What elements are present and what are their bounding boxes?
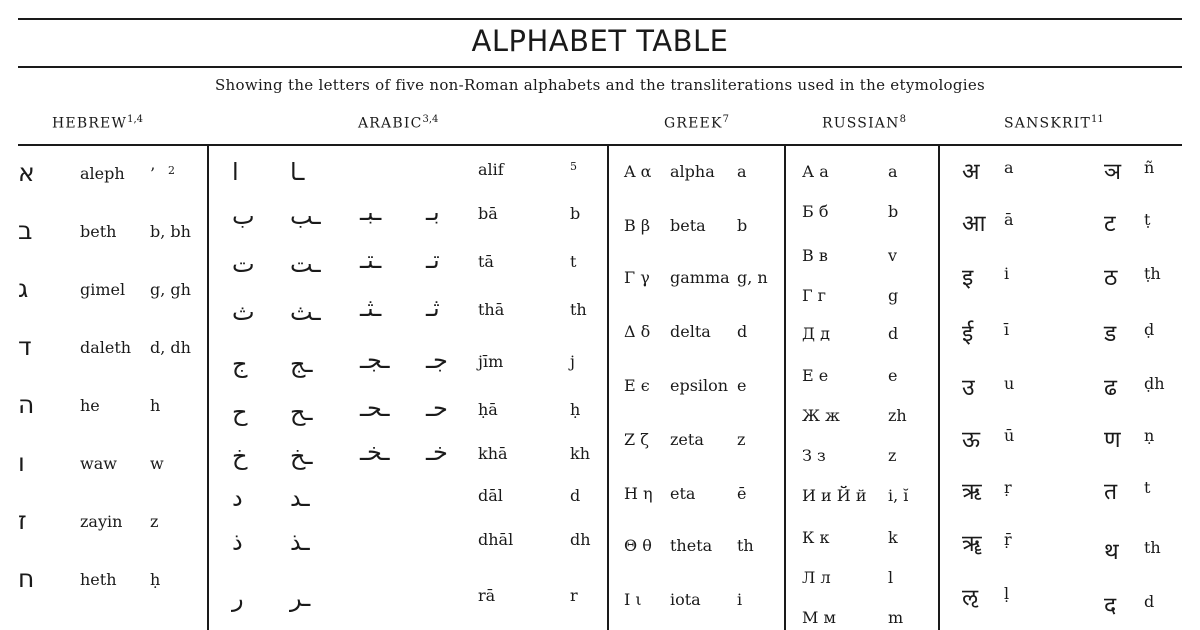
sanskrit-translit: ṛ — [1004, 478, 1012, 497]
divider-hebrew-arabic — [207, 146, 209, 630]
greek-translit: th — [737, 536, 754, 555]
sanskrit-translit: ñ — [1144, 158, 1155, 177]
sanskrit-translit: ṭ — [1144, 210, 1151, 229]
greek-translit: g, n — [737, 268, 768, 287]
sanskrit-letter: ञ — [1104, 159, 1122, 185]
sanskrit-letter: ऋ — [962, 479, 982, 505]
header-russian — [822, 114, 906, 132]
greek-translit: i — [737, 590, 743, 609]
hebrew-translit: ’ — [150, 164, 156, 183]
arabic-footnote: 5 — [570, 160, 577, 173]
arabic-initial-form: ثـ — [426, 294, 440, 322]
sanskrit-translit: ā — [1004, 210, 1014, 229]
arabic-initial-form: تـ — [426, 246, 440, 274]
arabic-translit: dh — [570, 530, 591, 549]
sanskrit-translit: ḍh — [1144, 374, 1165, 393]
page-title: ALPHABET TABLE — [471, 24, 729, 58]
divider-greek-russian — [784, 146, 786, 630]
arabic-translit: r — [570, 586, 578, 605]
russian-translit: l — [888, 568, 894, 587]
arabic-name: jīm — [478, 352, 504, 371]
arabic-name: ḥā — [478, 400, 498, 419]
hebrew-name: daleth — [80, 338, 132, 357]
header-sanskrit-note: 11 — [1091, 114, 1104, 125]
greek-letters: Θ θ — [624, 536, 652, 555]
arabic-final-form: ـا — [290, 158, 305, 186]
sanskrit-letter: ड — [1104, 321, 1117, 347]
hebrew-letter: ו — [18, 448, 25, 477]
hebrew-translit: h — [150, 396, 161, 415]
greek-translit: ē — [737, 484, 747, 503]
hebrew-letter: ג — [18, 274, 29, 303]
greek-translit: b — [737, 216, 748, 235]
russian-letters: Е е — [802, 366, 829, 385]
russian-translit: b — [888, 202, 899, 221]
greek-letters: Β β — [624, 216, 651, 235]
hebrew-letter: ד — [18, 332, 32, 361]
arabic-final-form: ـخ — [290, 442, 313, 470]
hebrew-translit: d, dh — [150, 338, 191, 357]
greek-translit: d — [737, 322, 748, 341]
russian-translit: g — [888, 286, 899, 305]
arabic-translit: j — [570, 352, 575, 371]
russian-translit: e — [888, 366, 898, 385]
header-hebrew-label: HEBREW — [52, 115, 128, 132]
sanskrit-letter: ण — [1104, 427, 1121, 453]
greek-letters: Ε ϵ — [624, 376, 650, 395]
sanskrit-letter: त — [1104, 479, 1118, 505]
divider-russian-sanskrit — [938, 146, 940, 630]
sanskrit-letter: ऌ — [962, 585, 979, 611]
greek-name: alpha — [670, 162, 715, 181]
russian-translit: d — [888, 324, 899, 343]
hebrew-translit: ḥ — [150, 570, 161, 589]
hebrew-name: waw — [80, 454, 117, 473]
arabic-translit: t — [570, 252, 577, 271]
hebrew-name: aleph — [80, 164, 125, 183]
hebrew-letter: א — [18, 158, 35, 187]
greek-name: gamma — [670, 268, 730, 287]
page-subtitle: Showing the letters of five non-Roman alphabets and the transliterations used in the etymologies — [214, 76, 986, 94]
sanskrit-translit: ṭh — [1144, 264, 1161, 283]
top-rule — [18, 18, 1182, 20]
greek-name: delta — [670, 322, 711, 341]
sanskrit-letter: द — [1104, 593, 1117, 619]
sanskrit-translit: t — [1144, 478, 1151, 497]
russian-translit: z — [888, 446, 897, 465]
greek-name: iota — [670, 590, 701, 609]
russian-translit: i, ĭ — [888, 486, 909, 505]
greek-letters: Ζ ζ — [624, 430, 649, 449]
hebrew-name: he — [80, 396, 100, 415]
arabic-medial-form: ـخـ — [360, 438, 390, 466]
greek-letters: Η η — [624, 484, 653, 503]
arabic-isolated-form: د — [232, 484, 243, 512]
sanskrit-translit: u — [1004, 374, 1015, 393]
greek-name: beta — [670, 216, 706, 235]
arabic-translit: kh — [570, 444, 590, 463]
arabic-medial-form: ـثـ — [360, 294, 382, 322]
arabic-name: bā — [478, 204, 498, 223]
sanskrit-letter: ॠ — [962, 531, 982, 557]
arabic-isolated-form: ر — [232, 584, 244, 612]
greek-translit: z — [737, 430, 746, 449]
header-sanskrit — [1004, 114, 1104, 132]
arabic-medial-form: ـحـ — [360, 394, 390, 422]
russian-letters: Г г — [802, 286, 827, 305]
arabic-final-form: ـج — [290, 350, 313, 378]
header-greek-note: 7 — [722, 114, 729, 125]
hebrew-letter: ח — [18, 564, 35, 593]
arabic-name: tā — [478, 252, 494, 271]
arabic-isolated-form: ا — [232, 158, 239, 186]
header-hebrew-note: 1,4 — [127, 114, 143, 125]
hebrew-letter: ז — [18, 506, 27, 535]
sanskrit-translit: i — [1004, 264, 1010, 283]
greek-letters: Γ γ — [624, 268, 650, 287]
arabic-isolated-form: ث — [232, 298, 255, 326]
sanskrit-letter: ठ — [1104, 265, 1118, 291]
hebrew-name: beth — [80, 222, 117, 241]
hebrew-translit: g, gh — [150, 280, 191, 299]
greek-letters: Δ δ — [624, 322, 651, 341]
arabic-final-form: ـث — [290, 298, 321, 326]
russian-letters: Д д — [802, 324, 830, 343]
sanskrit-letter: आ — [962, 211, 986, 237]
arabic-medial-form: ـبـ — [360, 198, 382, 226]
sanskrit-letter: ढ — [1104, 375, 1117, 401]
russian-letters: И и Й й — [802, 486, 867, 505]
arabic-translit: th — [570, 300, 587, 319]
hebrew-translit: w — [150, 454, 164, 473]
russian-translit: k — [888, 528, 898, 547]
sanskrit-translit: ū — [1004, 426, 1015, 445]
arabic-final-form: ـب — [290, 202, 321, 230]
header-sanskrit-label: SANSKRIT — [1004, 115, 1092, 132]
greek-letters: Ι ι — [624, 590, 642, 609]
hebrew-letter: ה — [18, 390, 35, 419]
russian-letters: Ж ж — [802, 406, 840, 425]
arabic-final-form: ـت — [290, 250, 321, 278]
russian-letters: Б б — [802, 202, 829, 221]
sanskrit-translit: ṇ — [1144, 426, 1155, 445]
header-hebrew — [52, 114, 143, 132]
russian-letters: А а — [802, 162, 829, 181]
arabic-translit: b — [570, 204, 581, 223]
greek-translit: a — [737, 162, 747, 181]
russian-letters: М м — [802, 608, 836, 627]
greek-name: eta — [670, 484, 696, 503]
header-arabic-label: ARABIC — [358, 115, 423, 132]
arabic-isolated-form: ب — [232, 202, 255, 230]
arabic-name: dhāl — [478, 530, 514, 549]
sanskrit-letter: ट — [1104, 211, 1116, 237]
arabic-isolated-form: ح — [232, 398, 248, 426]
russian-letters: З з — [802, 446, 826, 465]
arabic-final-form: ـر — [290, 584, 311, 612]
sanskrit-letter: उ — [962, 375, 975, 401]
header-greek — [664, 114, 729, 132]
sanskrit-letter: इ — [962, 265, 974, 291]
arabic-initial-form: خـ — [426, 438, 448, 466]
sanskrit-letter: ऊ — [962, 427, 981, 453]
arabic-name: dāl — [478, 486, 503, 505]
sanskrit-translit: d — [1144, 592, 1155, 611]
greek-letters: Α α — [624, 162, 652, 181]
sanskrit-translit: ṝ — [1004, 530, 1012, 549]
hebrew-name: gimel — [80, 280, 126, 299]
header-greek-label: GREEK — [664, 115, 723, 132]
hebrew-footnote: 2 — [168, 164, 175, 177]
hebrew-translit: z — [150, 512, 159, 531]
hebrew-letter: ב — [18, 216, 33, 245]
hebrew-translit: b, bh — [150, 222, 191, 241]
hebrew-name: zayin — [80, 512, 123, 531]
divider-arabic-greek — [607, 146, 609, 630]
sanskrit-translit: ī — [1004, 320, 1010, 339]
sanskrit-letter: थ — [1104, 539, 1119, 565]
russian-translit: a — [888, 162, 898, 181]
header-rule — [18, 144, 1182, 146]
russian-translit: v — [888, 246, 898, 265]
arabic-name: alif — [478, 160, 504, 179]
sanskrit-translit: ḷ — [1004, 584, 1010, 603]
arabic-initial-form: بـ — [426, 198, 440, 226]
header-arabic — [358, 114, 438, 132]
russian-translit: m — [888, 608, 904, 627]
sanskrit-letter: अ — [962, 159, 980, 185]
arabic-final-form: ـد — [290, 484, 310, 512]
greek-name: theta — [670, 536, 713, 555]
arabic-isolated-form: ذ — [232, 528, 243, 556]
sanskrit-translit: ḍ — [1144, 320, 1155, 339]
arabic-name: thā — [478, 300, 505, 319]
arabic-final-form: ـح — [290, 398, 313, 426]
arabic-name: khā — [478, 444, 508, 463]
header-russian-note: 8 — [899, 114, 906, 125]
arabic-initial-form: جـ — [426, 346, 448, 374]
russian-letters: К к — [802, 528, 830, 547]
arabic-name: rā — [478, 586, 496, 605]
arabic-isolated-form: خ — [232, 442, 248, 470]
sanskrit-translit: a — [1004, 158, 1014, 177]
sanskrit-letter: ई — [962, 321, 974, 347]
title-rule — [18, 66, 1182, 68]
arabic-final-form: ـذ — [290, 528, 310, 556]
arabic-medial-form: ـتـ — [360, 246, 382, 274]
russian-letters: В в — [802, 246, 828, 265]
sanskrit-translit: th — [1144, 538, 1161, 557]
header-russian-label: RUSSIAN — [822, 115, 900, 132]
arabic-medial-form: ـجـ — [360, 346, 390, 374]
arabic-isolated-form: ج — [232, 350, 248, 378]
greek-translit: e — [737, 376, 747, 395]
greek-name: epsilon — [670, 376, 729, 395]
hebrew-name: heth — [80, 570, 117, 589]
greek-name: zeta — [670, 430, 704, 449]
arabic-isolated-form: ت — [232, 250, 255, 278]
arabic-translit: ḥ — [570, 400, 581, 419]
arabic-translit: d — [570, 486, 581, 505]
russian-letters: Л л — [802, 568, 831, 587]
arabic-initial-form: حـ — [426, 394, 448, 422]
header-arabic-note: 3,4 — [422, 114, 439, 125]
russian-translit: zh — [888, 406, 907, 425]
